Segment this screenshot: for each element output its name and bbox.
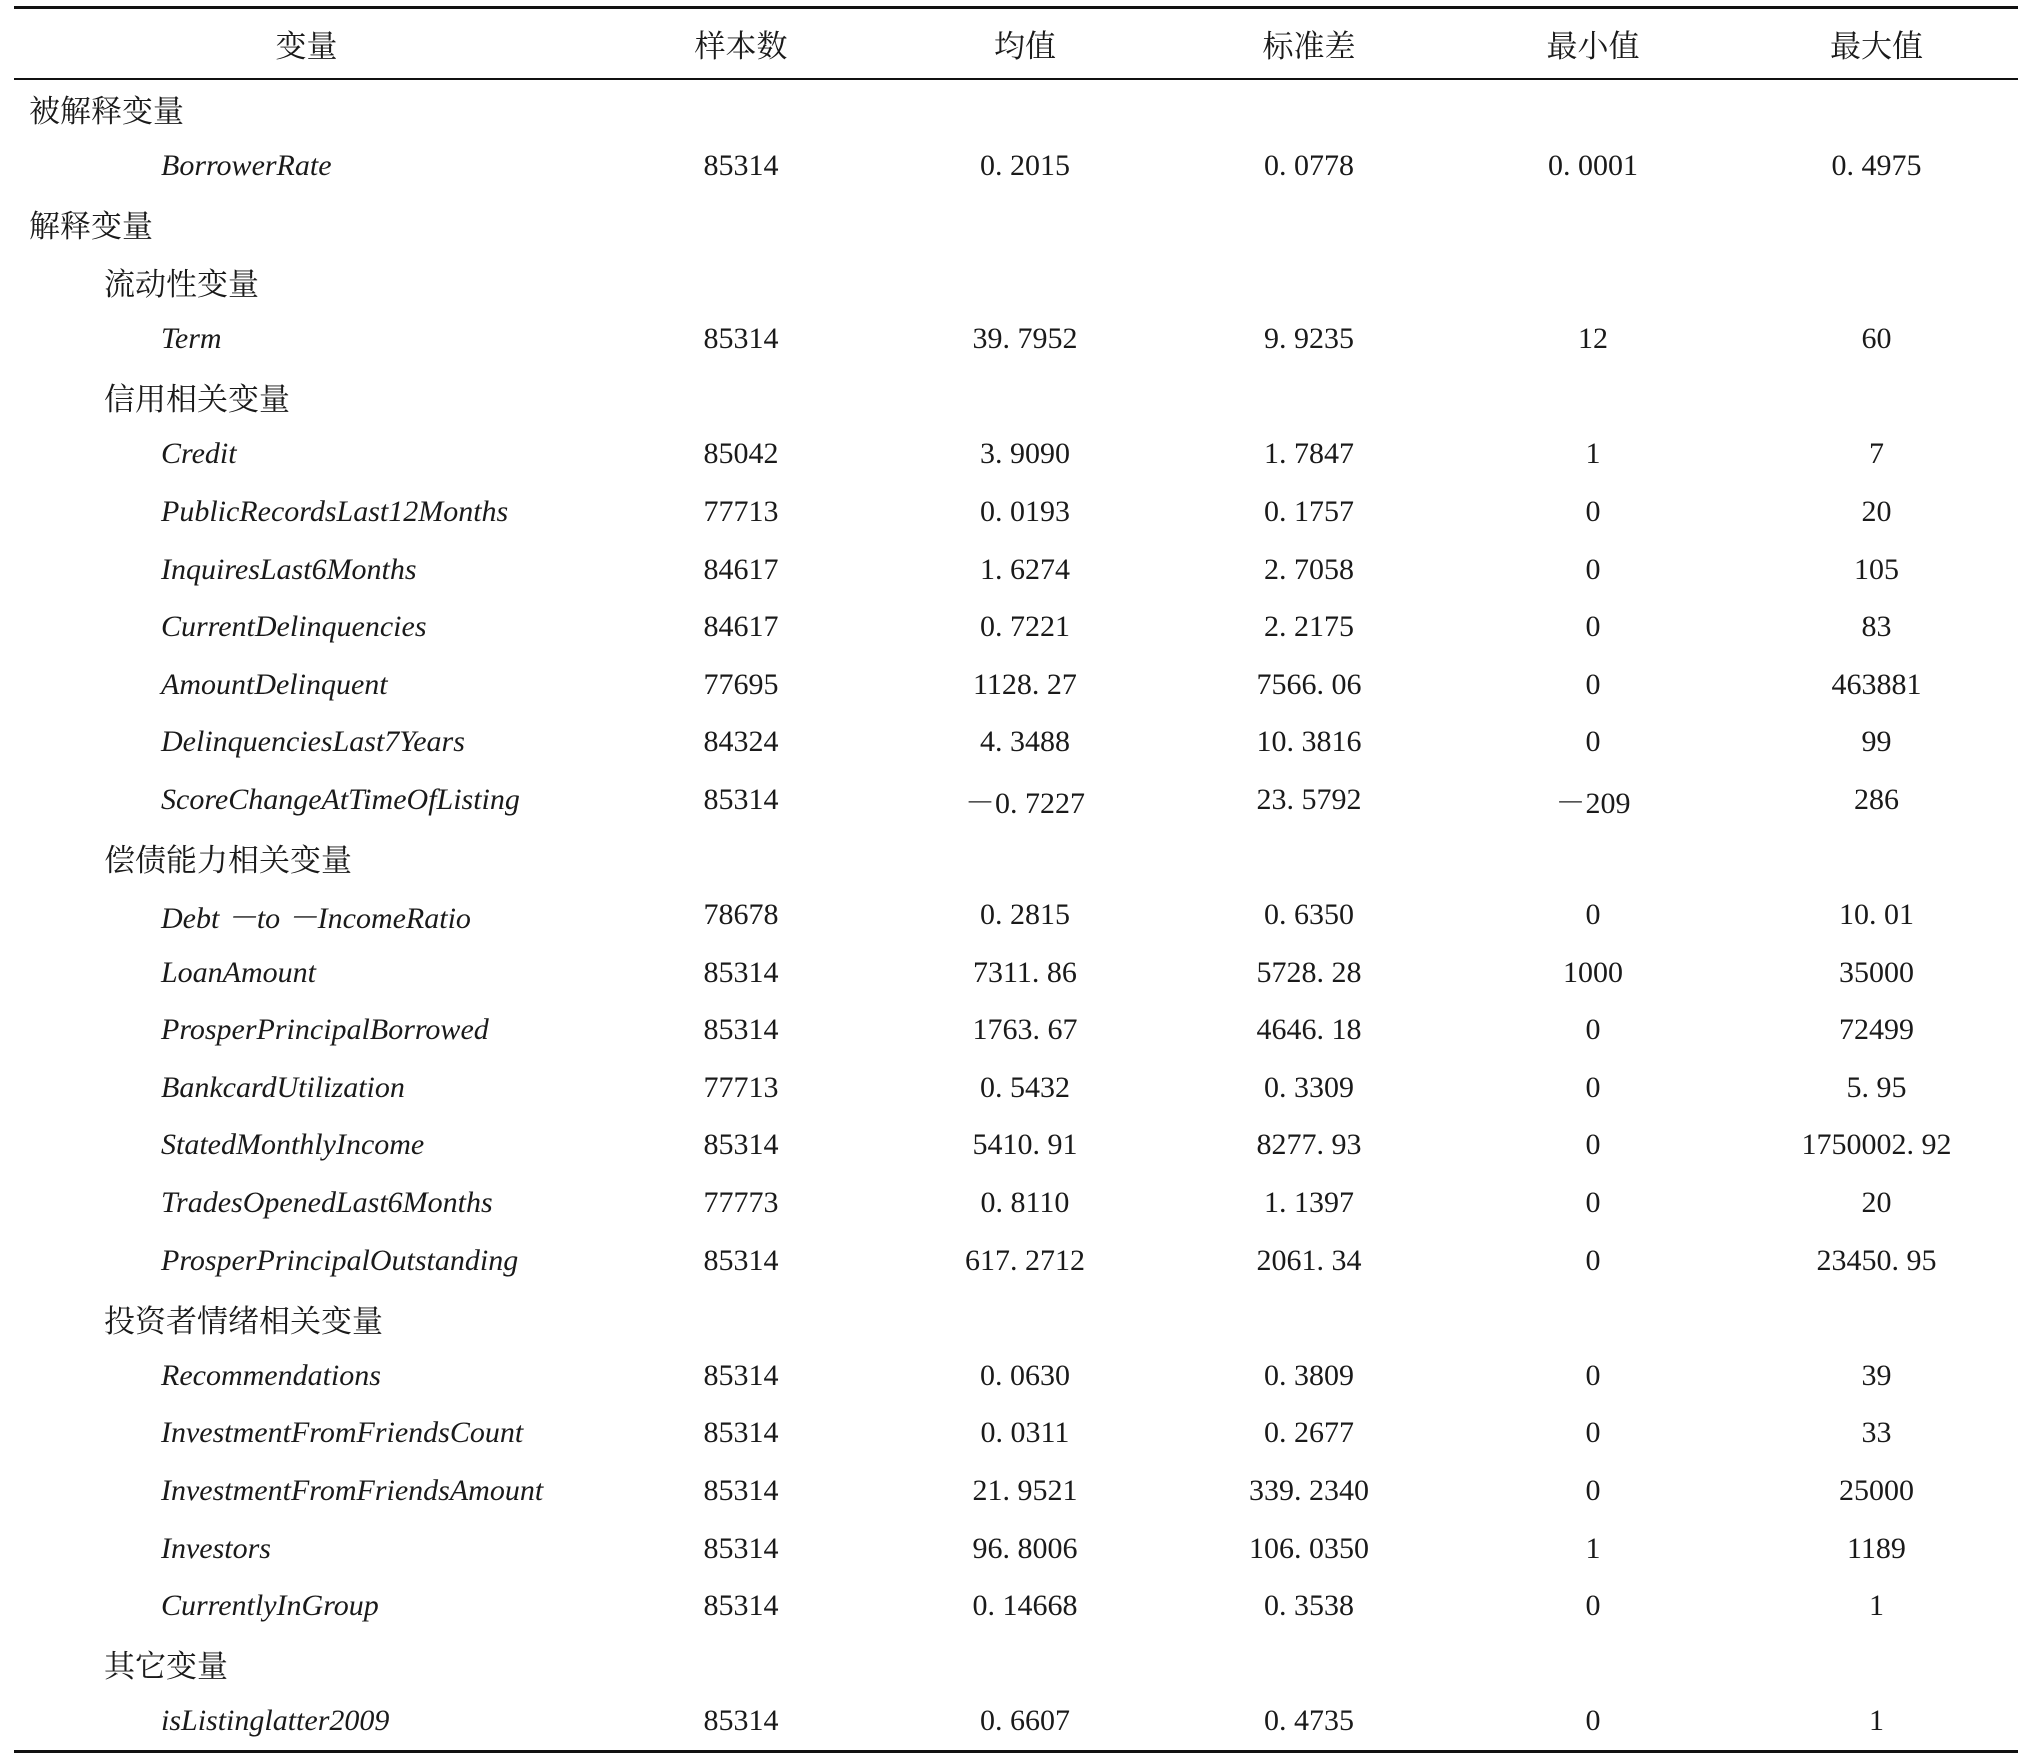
cell-mean: 0. 6607 [883, 1693, 1167, 1752]
cell-std-dev: 0. 0778 [1264, 149, 1354, 183]
cell-mean: 1763. 67 [972, 1013, 1078, 1047]
cell-std-dev: 5728. 28 [1256, 955, 1362, 989]
cell-std-dev: 23. 5792 [1256, 782, 1362, 816]
table-row [14, 310, 2018, 368]
variable-name: StatedMonthlyIncome [161, 1128, 425, 1162]
cell-mean: 39. 7952 [972, 322, 1078, 356]
table-header-row [14, 8, 2018, 80]
header-std-dev: 标准差 [1167, 8, 1451, 80]
section-row [14, 195, 2018, 253]
cell-max: 1750002. 92 [1801, 1128, 1952, 1162]
table-row [14, 1002, 2018, 1060]
table-row [14, 426, 2018, 484]
section-label: 流动性变量 [104, 267, 259, 304]
cell-min: 0 [1585, 610, 1601, 644]
cell-mean: 0. 0193 [980, 494, 1070, 528]
cell-sample-size: 78678 [703, 898, 779, 932]
cell-max: 25000 [1839, 1474, 1914, 1508]
cell-sample-size: 85314 [703, 1128, 779, 1162]
variable-name: ScoreChangeAtTimeOfListing [161, 782, 520, 816]
cell-mean: 1128. 27 [973, 667, 1077, 701]
cell-min: 1 [1585, 437, 1601, 471]
cell-max: 20 [1861, 1186, 1892, 1220]
cell-max: 39 [1861, 1358, 1892, 1392]
header-max: 最大值 [1735, 8, 2018, 80]
variable-name: BorrowerRate [161, 149, 332, 183]
cell-max: 5. 95 [1846, 1070, 1907, 1104]
cell-min: 0 [1585, 1013, 1601, 1047]
cell-min: 0 [1585, 1416, 1601, 1450]
cell-std-dev: 0. 3809 [1264, 1358, 1354, 1392]
cell-std-dev: 2. 7058 [1264, 552, 1354, 586]
cell-std-dev: 0. 4735 [1167, 1693, 1451, 1752]
cell-mean: 5410. 91 [972, 1128, 1078, 1162]
variable-name: CurrentlyInGroup [161, 1589, 379, 1623]
cell-sample-size: 85314 [703, 1243, 779, 1277]
cell-sample-size: 85314 [703, 149, 779, 183]
table-row [14, 714, 2018, 772]
cell-sample-size: 84324 [703, 725, 779, 759]
table-row [14, 1059, 2018, 1117]
cell-min: 0 [1585, 494, 1601, 528]
cell-std-dev: 106. 0350 [1249, 1531, 1369, 1565]
cell-std-dev: 0. 3538 [1264, 1589, 1354, 1623]
cell-sample-size: 85314 [703, 782, 779, 816]
cell-sample-size: 77713 [703, 1070, 779, 1104]
section-label: 解释变量 [29, 209, 153, 246]
cell-std-dev: 0. 3309 [1264, 1070, 1354, 1104]
table-row [14, 1693, 2018, 1752]
table-row [14, 1117, 2018, 1175]
cell-max: 105 [1854, 552, 1899, 586]
table-row [14, 656, 2018, 714]
variable-name: BankcardUtilization [161, 1070, 405, 1104]
table-row [14, 1232, 2018, 1290]
variable-name: TradesOpenedLast6Months [161, 1186, 493, 1220]
variable-name: DelinquenciesLast7Years [161, 725, 465, 759]
variable-name: Debt －to －IncomeRatio [161, 902, 471, 936]
cell-mean: 0. 8110 [980, 1186, 1070, 1220]
cell-max: 20 [1861, 494, 1892, 528]
cell-sample-size: 85314 [703, 322, 779, 356]
cell-std-dev: 0. 2677 [1264, 1416, 1354, 1450]
cell-sample-size: 77713 [703, 494, 779, 528]
cell-std-dev: 0. 6350 [1264, 898, 1354, 932]
cell-min: －209 [1555, 786, 1631, 820]
cell-std-dev: 7566. 06 [1256, 667, 1362, 701]
header-variable: 变量 [14, 8, 599, 80]
cell-max: 1 [1869, 1589, 1884, 1623]
cell-std-dev: 4646. 18 [1256, 1013, 1362, 1047]
cell-min: 0 [1585, 898, 1601, 932]
cell-max: 83 [1861, 610, 1892, 644]
cell-min: 0. 0001 [1548, 149, 1638, 183]
cell-min: 12 [1578, 322, 1608, 356]
table-row [14, 541, 2018, 599]
cell-min: 0 [1451, 1693, 1735, 1752]
section-row [14, 253, 2018, 311]
variable-name: PublicRecordsLast12Months [161, 494, 509, 528]
section-row [14, 1635, 2018, 1693]
cell-mean: 3. 9090 [980, 437, 1070, 471]
table-row [14, 1347, 2018, 1405]
cell-mean: 0. 14668 [972, 1589, 1078, 1623]
cell-std-dev: 9. 9235 [1264, 322, 1354, 356]
cell-max: 72499 [1839, 1013, 1914, 1047]
cell-sample-size: 85314 [703, 1416, 779, 1450]
cell-mean: 1. 6274 [980, 552, 1070, 586]
section-label: 偿债能力相关变量 [104, 843, 352, 880]
table-row [14, 598, 2018, 656]
cell-min: 0 [1585, 552, 1601, 586]
cell-sample-size: 85314 [703, 1474, 779, 1508]
cell-min: 0 [1585, 725, 1601, 759]
cell-sample-size: 84617 [703, 552, 779, 586]
cell-mean: 7311. 86 [973, 955, 1077, 989]
cell-mean: －0. 7227 [965, 786, 1085, 820]
cell-sample-size: 85314 [703, 1531, 779, 1565]
cell-mean: 4. 3488 [980, 725, 1070, 759]
variable-name: InvestmentFromFriendsAmount [161, 1474, 544, 1508]
variable-name: InvestmentFromFriendsCount [161, 1416, 524, 1450]
cell-sample-size: 85314 [599, 1693, 883, 1752]
cell-sample-size: 85042 [703, 437, 779, 471]
header-min: 最小值 [1451, 8, 1735, 80]
cell-std-dev: 10. 3816 [1256, 725, 1362, 759]
cell-sample-size: 85314 [703, 1358, 779, 1392]
header-mean: 均值 [883, 8, 1167, 80]
table-row [14, 1405, 2018, 1463]
table-row [14, 1520, 2018, 1578]
section-row [14, 79, 2018, 138]
cell-std-dev: 2061. 34 [1256, 1243, 1362, 1277]
cell-min: 0 [1585, 1070, 1601, 1104]
cell-max: 286 [1854, 782, 1899, 816]
header-sample-size: 样本数 [599, 8, 883, 80]
cell-std-dev: 1. 7847 [1264, 437, 1354, 471]
variable-name: Credit [161, 437, 237, 471]
section-row [14, 829, 2018, 887]
section-label: 被解释变量 [29, 94, 184, 131]
cell-mean: 0. 7221 [980, 610, 1070, 644]
cell-mean: 617. 2712 [965, 1243, 1085, 1277]
section-label: 信用相关变量 [104, 382, 290, 419]
cell-min: 0 [1585, 1358, 1601, 1392]
cell-mean: 0. 2815 [980, 898, 1070, 932]
variable-name: ProsperPrincipalOutstanding [161, 1243, 519, 1277]
table-row [14, 1577, 2018, 1635]
table-row [14, 886, 2018, 944]
cell-min: 1 [1585, 1531, 1601, 1565]
cell-max: 60 [1861, 322, 1892, 356]
cell-sample-size: 85314 [703, 1013, 779, 1047]
table-row [14, 1462, 2018, 1520]
cell-sample-size: 84617 [703, 610, 779, 644]
section-label: 其它变量 [104, 1649, 228, 1686]
cell-max: 7 [1869, 437, 1884, 471]
variable-name: CurrentDelinquencies [161, 610, 427, 644]
cell-max: 1 [1735, 1693, 2018, 1752]
table-body [14, 79, 2018, 1752]
cell-max: 0. 4975 [1831, 149, 1922, 183]
cell-mean: 21. 9521 [972, 1474, 1078, 1508]
cell-min: 1000 [1563, 955, 1623, 989]
cell-max: 35000 [1839, 955, 1914, 989]
cell-sample-size: 77773 [703, 1186, 779, 1220]
variable-name: LoanAmount [161, 955, 317, 989]
cell-mean: 0. 2015 [980, 149, 1070, 183]
table-row [14, 944, 2018, 1002]
cell-std-dev: 339. 2340 [1249, 1474, 1369, 1508]
cell-mean: 0. 0630 [980, 1358, 1070, 1392]
table-row [14, 483, 2018, 541]
cell-sample-size: 85314 [703, 955, 779, 989]
section-label: 投资者情绪相关变量 [104, 1303, 383, 1340]
cell-max: 1189 [1847, 1531, 1906, 1565]
cell-max: 23450. 95 [1816, 1243, 1937, 1277]
variable-name: isListinglatter2009 [14, 1693, 599, 1752]
cell-min: 0 [1585, 1186, 1601, 1220]
cell-min: 0 [1585, 1243, 1601, 1277]
cell-min: 0 [1585, 1474, 1601, 1508]
table-row [14, 771, 2018, 829]
cell-mean: 96. 8006 [972, 1531, 1078, 1565]
variable-name: AmountDelinquent [161, 667, 388, 701]
variable-name: Term [161, 322, 222, 356]
cell-min: 0 [1585, 1128, 1601, 1162]
cell-mean: 0. 0311 [980, 1416, 1070, 1450]
table-row [14, 1174, 2018, 1232]
cell-sample-size: 77695 [703, 667, 779, 701]
variable-name: InquiresLast6Months [161, 552, 417, 586]
cell-std-dev: 1. 1397 [1264, 1186, 1354, 1220]
cell-min: 0 [1585, 1589, 1601, 1623]
cell-max: 33 [1861, 1416, 1892, 1450]
cell-max: 463881 [1831, 667, 1922, 701]
variable-name: Investors [161, 1531, 271, 1565]
cell-std-dev: 0. 1757 [1264, 494, 1354, 528]
table-row [14, 138, 2018, 196]
variable-name: Recommendations [161, 1358, 381, 1392]
cell-std-dev: 8277. 93 [1256, 1128, 1362, 1162]
cell-mean: 0. 5432 [980, 1070, 1070, 1104]
cell-sample-size: 85314 [703, 1589, 779, 1623]
cell-min: 0 [1585, 667, 1601, 701]
variable-name: ProsperPrincipalBorrowed [161, 1013, 489, 1047]
cell-max: 99 [1861, 725, 1892, 759]
cell-std-dev: 2. 2175 [1264, 610, 1354, 644]
section-row [14, 368, 2018, 426]
cell-max: 10. 01 [1839, 898, 1914, 932]
section-row [14, 1289, 2018, 1347]
descriptive-statistics-table [14, 6, 2018, 1753]
